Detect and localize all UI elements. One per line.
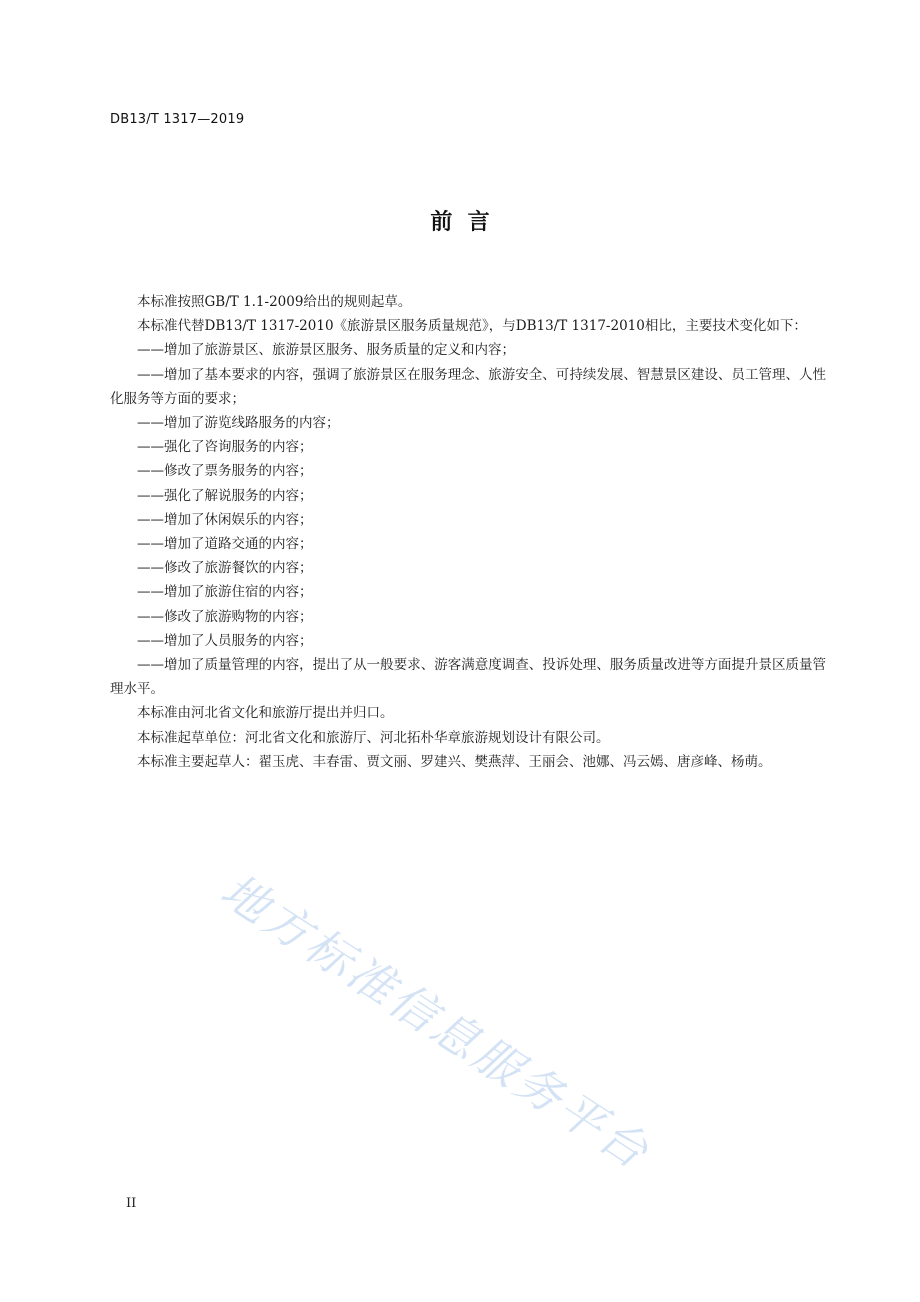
list-item: ——增加了旅游景区、旅游景区服务、服务质量的定义和内容；	[137, 342, 515, 359]
page-title: 前 言	[430, 210, 490, 235]
list-item: ——强化了咨询服务的内容；	[137, 439, 313, 456]
document-code: DB13/T 1317—2019	[110, 112, 245, 127]
list-item: ——修改了旅游购物的内容；	[137, 608, 313, 625]
list-item: ——修改了旅游餐饮的内容；	[137, 560, 313, 577]
watermark: 地方标准信息服务平台	[211, 862, 661, 1181]
paragraph: 本标准主要起草人：翟玉虎、丰春雷、贾文丽、罗建兴、樊燕萍、王丽会、池娜、冯云嫣、唐彦峰、杨萌。	[137, 753, 772, 770]
paragraph: 本标准起草单位：河北省文化和旅游厅、河北拓朴华章旅游规划设计有限公司。	[137, 729, 610, 746]
paragraph: 本标准由河北省文化和旅游厅提出并归口。	[137, 705, 394, 722]
list-item: ——修改了票务服务的内容；	[137, 463, 313, 480]
paragraph: 本标准代替DB13/T 1317-2010《旅游景区服务质量规范》，与DB13/T 1317-2010相比，主要技术变化如下：	[137, 318, 807, 335]
list-item: ——增加了质量管理的内容，提出了从一般要求、游客满意度调查、投诉处理、服务质量改进等方面提升景区质量管理水平。	[110, 657, 826, 698]
list-item: ——增加了休闲娱乐的内容；	[137, 511, 313, 528]
body-text	[110, 290, 826, 774]
list-item: ——增加了游览线路服务的内容；	[137, 415, 340, 432]
list-item: ——增加了人员服务的内容；	[137, 632, 313, 649]
list-item: ——增加了基本要求的内容，强调了旅游景区在服务理念、旅游安全、可持续发展、智慧景区建设、员工管理、人性化服务等方面的要求；	[110, 366, 826, 407]
paragraph: 本标准按照GB/T 1.1-2009给出的规则起草。	[137, 294, 412, 310]
page-number: II	[126, 1196, 137, 1211]
list-item: ——增加了旅游住宿的内容；	[137, 584, 313, 601]
list-item: ——强化了解说服务的内容；	[137, 487, 313, 504]
list-item: ——增加了道路交通的内容；	[137, 536, 313, 553]
